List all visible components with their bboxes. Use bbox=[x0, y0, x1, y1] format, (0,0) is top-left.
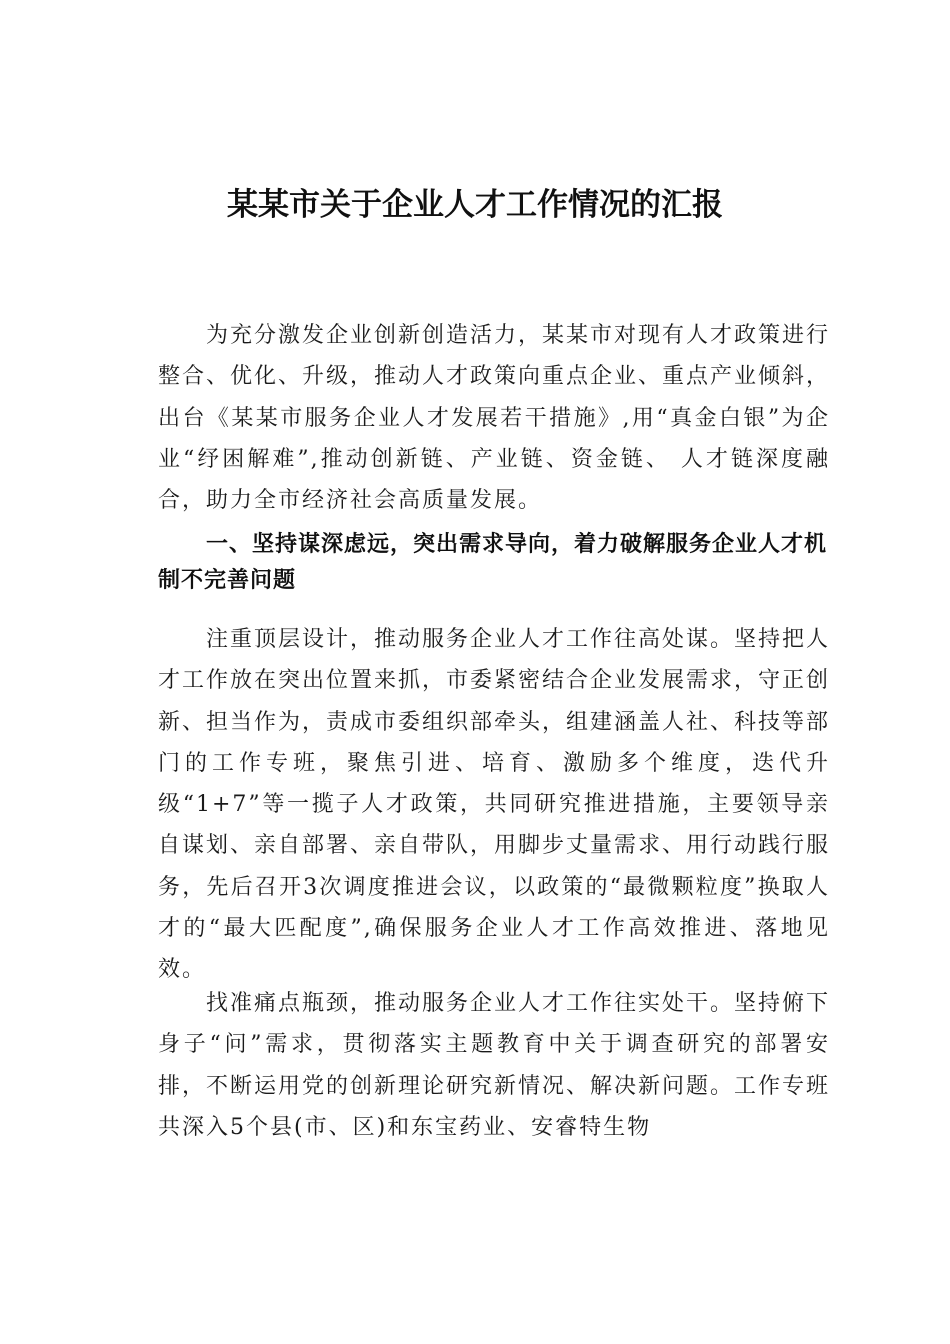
section-heading-1: 一、坚持谋深虑远，突出需求导向，着力破解服务企业人才机制不完善问题 bbox=[158, 532, 828, 593]
section1-paragraph-1: 注重顶层设计，推动服务企业人才工作往高处谋。坚持把人才工作放在突出位置来抓，市委紧密结合企业发展需求，守正创新、担当作为，责成市委组织部牵头，组建涵盖人社、科技等部门的工作专班，聚焦引进、培育、激励多个维度，迭代升级“1+7”等一揽子人才政策，共同研究推进措施，主要领导亲自谋划、亲自部署、亲自带队，用脚步丈量需求、用行动践行服务，先后召开3次调度推进会议，以政策的“最微颗粒度”换取人才的“最大匹配度”,确保服务企业人才工作高效推进、落地见效。 bbox=[158, 627, 831, 983]
section1-paragraph-2: 找准痛点瓶颈，推动服务企业人才工作往实处干。坚持俯下身子“问”需求，贯彻落实主题教育中关于调查研究的部署安排，不断运用党的创新理论研究新情况、解决新问题。工作专班共深入5个县(市、区)和东宝药业、安睿特生物 bbox=[158, 991, 831, 1140]
intro-paragraph: 为充分激发企业创新创造活力，某某市对现有人才政策进行整合、优化、升级，推动人才政策向重点企业、重点产业倾斜，出台《某某市服务企业人才发展若干措施》,用“真金白银”为企业“纾困解难”,推动创新链、产业链、资金链、 人才链深度融合，助力全市经济社会高质量发展。 bbox=[158, 323, 831, 514]
document-title: 某某市关于企业人才工作情况的汇报 bbox=[227, 187, 723, 223]
